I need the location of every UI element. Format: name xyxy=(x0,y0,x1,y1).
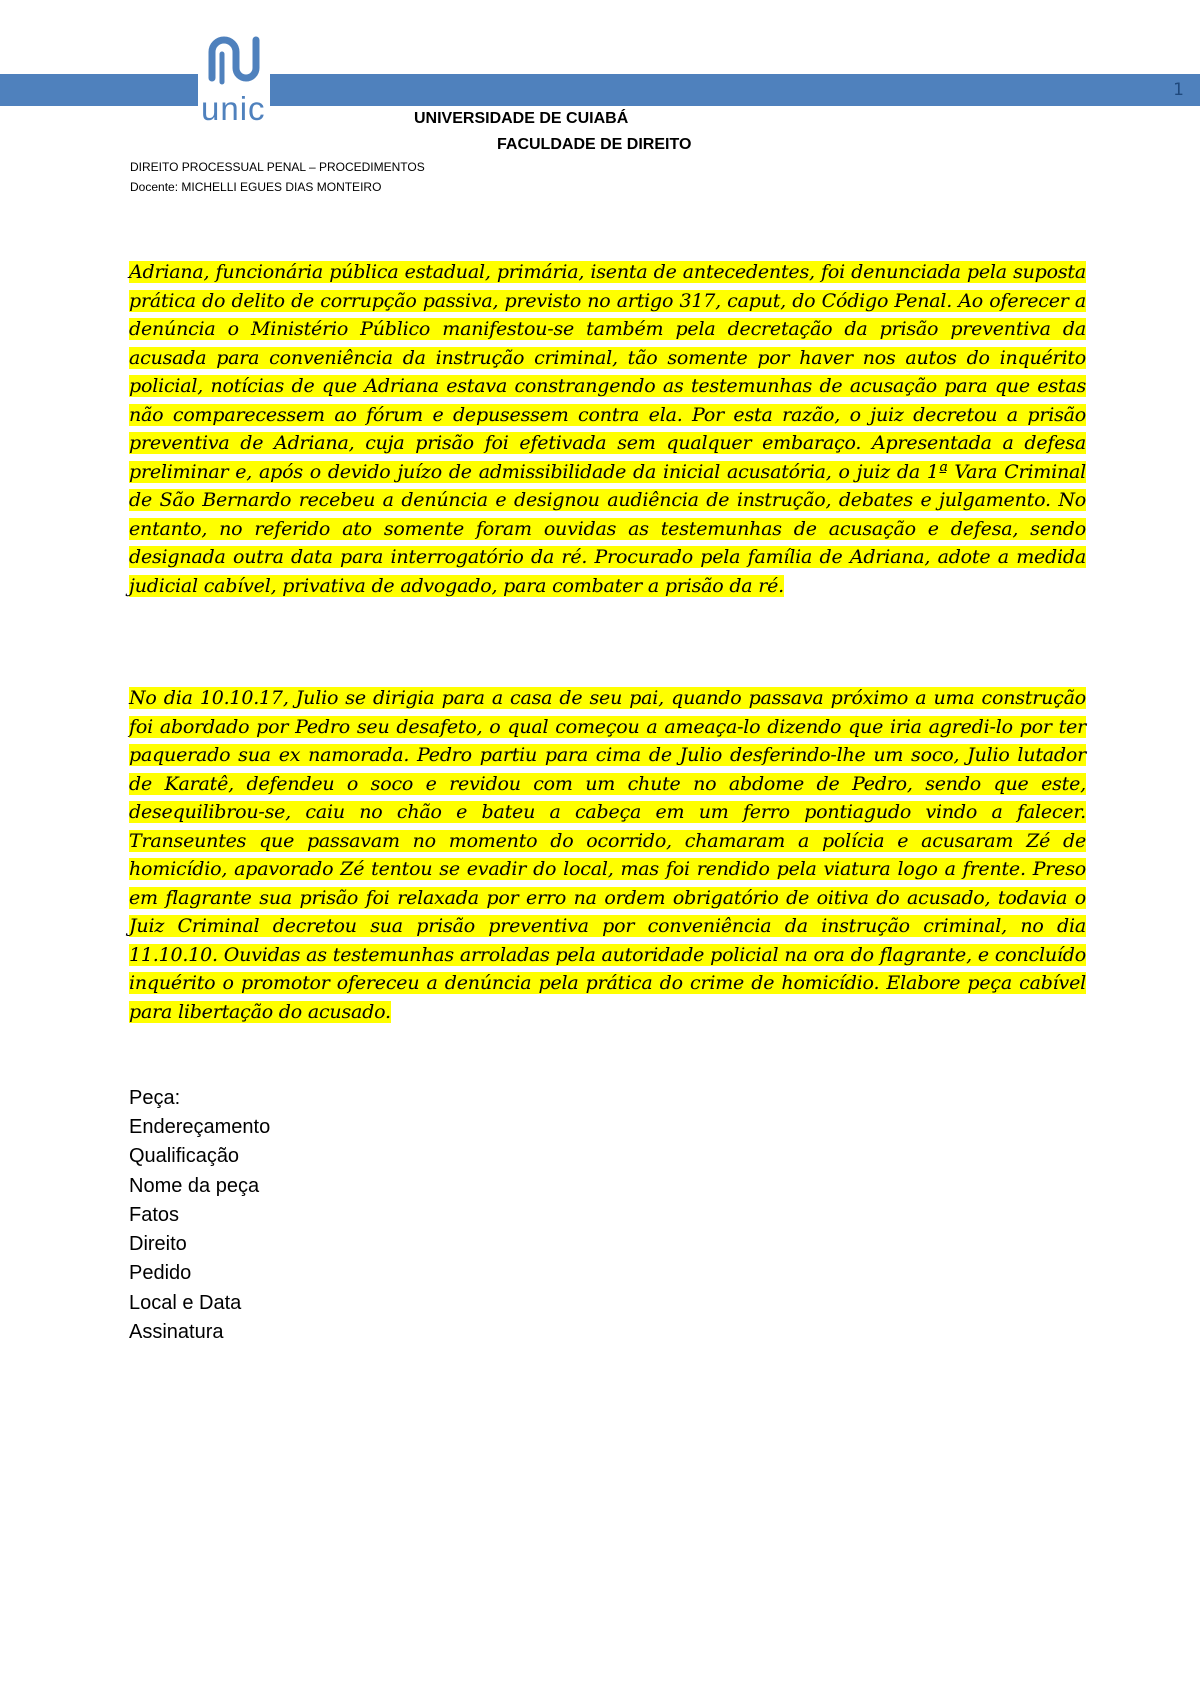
outline-item-assinatura: Assinatura xyxy=(129,1321,224,1344)
case-paragraph-1 xyxy=(129,258,1086,600)
outline-item-nome-da-peca: Nome da peça xyxy=(129,1174,260,1197)
outline-item-direito: Direito xyxy=(129,1233,187,1256)
outline-item-pedido: Pedido xyxy=(129,1262,192,1285)
case-text-2: No dia 10.10.17, Julio se dirigia para a casa de seu pai, quando passava próximo a uma construção foi abordado por Pedro seu desafeto, o qual começou a ameaça-lo dizendo que iria agredi-lo por ter paquerado sua ex namorada. Pedro partiu para cima de Julio desferindo-lhe um soco, Julio lutador de Karatê, defendeu o soco e revidou com um chute no abdome de Pedro, sendo que este, desequilibrou-se, caiu no chão e bateu a cabeça em um ferro pontiagudo vindo a falecer. Transeuntes que passavam no momento do ocorrido, chamaram a polícia e acusaram Zé de homicídio, apavorado Zé tentou se evadir do local, mas foi rendido pela viatura logo a frente. Preso em flagrante sua prisão foi relaxada por erro na ordem obrigatório de oitiva do acusado, todavia o Juiz Criminal decretou sua prisão preventiva por conveniência da instrução criminal, no dia 11.10.10. Ouvidas as testemunhas arroladas pela autoridade policial na ora do flagrante, e concluído inquérito o promotor ofereceu a denúncia pela prática do crime de homicídio. Elabore peça cabível para libertação do acusado. xyxy=(129,687,1086,1023)
case-text-1: Adriana, funcionária pública estadual, primária, isenta de antecedentes, foi denunciada pela suposta prática do delito de corrupção passiva, previsto no artigo 317, caput, do Código Penal. Ao oferecer a denúncia o Ministério Público manifestou-se também pela decretação da prisão preventiva da acusada para conveniência da instrução criminal, tão somente por haver nos autos do inquérito policial, notícias de que Adriana estava constrangendo as testemunhas de acusação para que estas não comparecessem ao fórum e depusessem contra ela. Por esta razão, o juiz decretou a prisão preventiva de Adriana, cuja prisão foi efetivada sem qualquer embaraço. Apresentada a defesa preliminar e, após o devido juízo de admissibilidade da inicial acusatória, o juiz da 1ª Vara Criminal de São Bernardo recebeu a denúncia e designou audiência de instrução, debates e julgamento. No entanto, no referido ato somente foram ouvidas as testemunhas de acusação e defesa, sendo designada outra data para interrogatório da ré. Procurado pela família de Adriana, adote a medida judicial cabível, privativa de advogado, para combater a prisão da ré. xyxy=(129,261,1086,597)
page-number: 1 xyxy=(1173,80,1184,100)
outline-list xyxy=(129,1113,270,1347)
outline-item-local-e-data: Local e Data xyxy=(129,1291,242,1314)
outline-item-enderecamento: Endereçamento xyxy=(129,1116,271,1138)
unic-logo xyxy=(198,28,270,128)
outline-title: Peça: xyxy=(129,1087,181,1109)
outline-item-qualificacao: Qualificação xyxy=(129,1145,240,1168)
unic-logo-mark xyxy=(198,28,270,90)
outline-item-fatos: Fatos xyxy=(129,1203,180,1226)
course-name: DIREITO PROCESSUAL PENAL – PROCEDIMENTOS xyxy=(130,160,425,174)
faculty-name: FACULDADE DE DIREITO xyxy=(497,136,692,153)
header-band xyxy=(0,74,1200,106)
case-paragraph-2 xyxy=(129,684,1086,1026)
teacher-name: Docente: MICHELLI EGUES DIAS MONTEIRO xyxy=(130,180,382,194)
unic-logo-text: unic xyxy=(201,90,266,127)
university-name: UNIVERSIDADE DE CUIABÁ xyxy=(414,110,629,127)
